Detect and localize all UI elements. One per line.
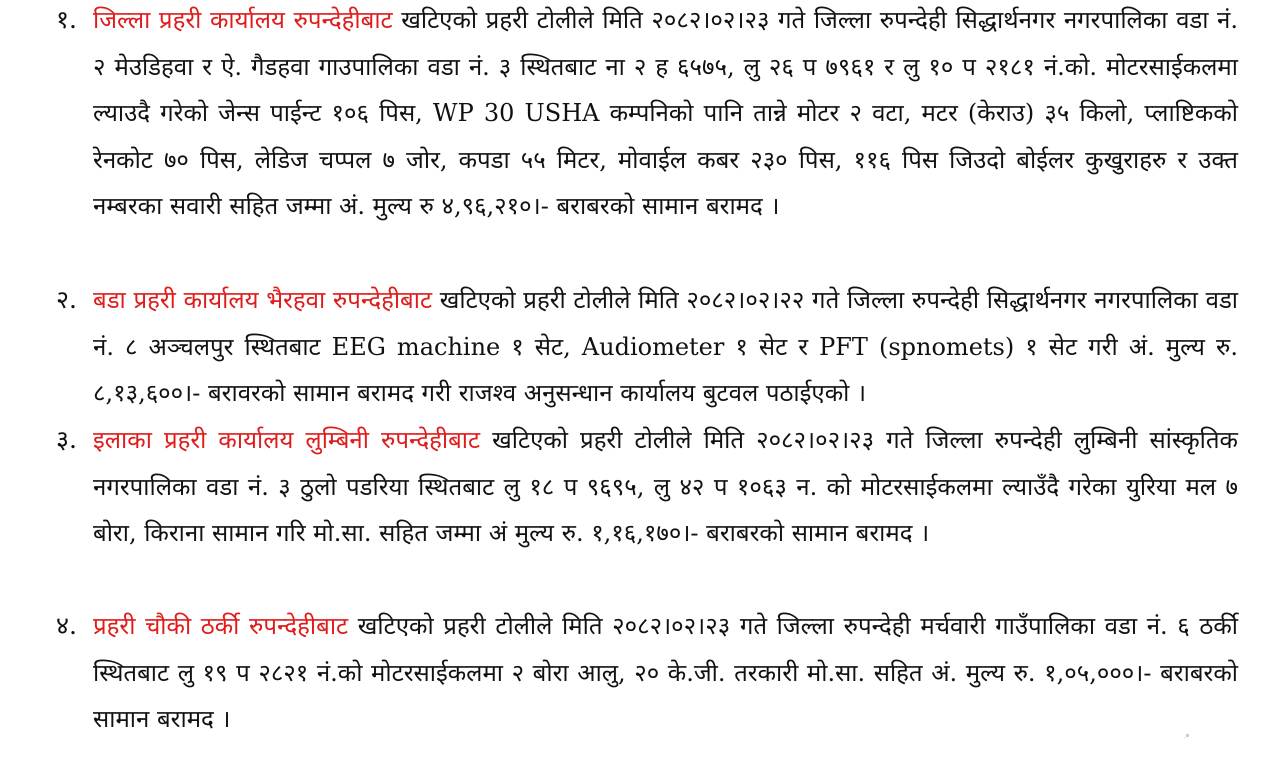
item-text: खटिएको प्रहरी टोलीले मिति २०८२।०२।२३ गते जिल्ला रुपन्देही सिद्धार्थनगर नगरपालिका वडा नं. २ मेउडिहवा र ऐ. गैडहवा गाउपालिका वडा नं. ३ स्थितबाट ना २ ह ६५७५, लु २६ प ७९६१ र लु १० प २१८१ नं.को. मोटरसाईकलमा ल्याउदै गरेको जेन्स पाईन्ट १०६ पिस, WP 30 USHA कम्पनिको पानि तान्ने मोटर २ वटा, मटर (केराउ) ३५ किलो, प्लाष्टिकको रेनकोट ७० पिस, लेडिज चप्पल ७ जोर, कपडा ५५ मिटर, मोवाईल कबर २३० पिस, ११६ पिस जिउदो बोईलर कुखुराहरु र उक्त नम्बरका सवारी सहित जम्मा अं. मुल्य रु ४,९६,२१०।- बराबरको सामान बरामद । [93, 6, 1239, 220]
office-name: जिल्ला प्रहरी कार्यालय रुपन्देहीबाट [93, 6, 393, 34]
item-paragraph [93, 417, 1238, 557]
item-paragraph [93, 277, 1238, 417]
item-paragraph [93, 603, 1238, 743]
item-number: २. [56, 285, 77, 314]
item-paragraph [93, 0, 1238, 230]
item-text: खटिएको प्रहरी टोलीले मिति २०८२।०२।२३ गते जिल्ला रुपन्देही लुम्बिनी सांस्कृतिक नगरपालिका वडा नं. ३ ठुलो पडरिया स्थितबाट लु १८ प ९६९५, लु ४२ प १०६३ न. को मोटरसाईकलमा ल्याउँदै गरेका युरिया मल ७ बोरा, किराना सामान गरि मो.सा. सहित जम्मा अं मुल्य रु. १,१६,१७०।- बराबरको सामान बरामद । [93, 426, 1238, 547]
scan-speck-icon [1183, 731, 1192, 740]
item-number: १. [56, 5, 77, 34]
item-number: ३. [56, 425, 77, 454]
office-name: इलाका प्रहरी कार्यालय लुम्बिनी रुपन्देहीबाट [93, 426, 481, 454]
office-name: प्रहरी चौकी ठर्की रुपन्देहीबाट [93, 612, 349, 640]
item-number: ४. [56, 611, 77, 640]
item-text: खटिएको प्रहरी टोलीले मिति २०८२।०२।२२ गते जिल्ला रुपन्देही सिद्धार्थनगर नगरपालिका वडा नं. ८ अञ्चलपुर स्थितबाट EEG machine १ सेट, Audiometer १ सेट र PFT (spnomets) १ सेट गरी अं. मुल्य रु. ८,१३,६००।- बरावरको सामान बरामद गरी राजश्व अनुसन्धान कार्यालय बुटवल पठाईएको । [93, 286, 1238, 407]
office-name: बडा प्रहरी कार्यालय भैरहवा रुपन्देहीबाट [93, 286, 433, 314]
item-text: खटिएको प्रहरी टोलीले मिति २०८२।०२।२३ गते जिल्ला रुपन्देही मर्चवारी गाउँपालिका वडा नं. ६ ठर्की स्थितबाट लु १९ प २८२१ नं.को मोटरसाईकलमा २ बोरा आलु, २० के.जी. तरकारी मो.सा. सहित अं. मुल्य रु. १,०५,०००।- बराबरको सामान बरामद । [93, 612, 1238, 733]
